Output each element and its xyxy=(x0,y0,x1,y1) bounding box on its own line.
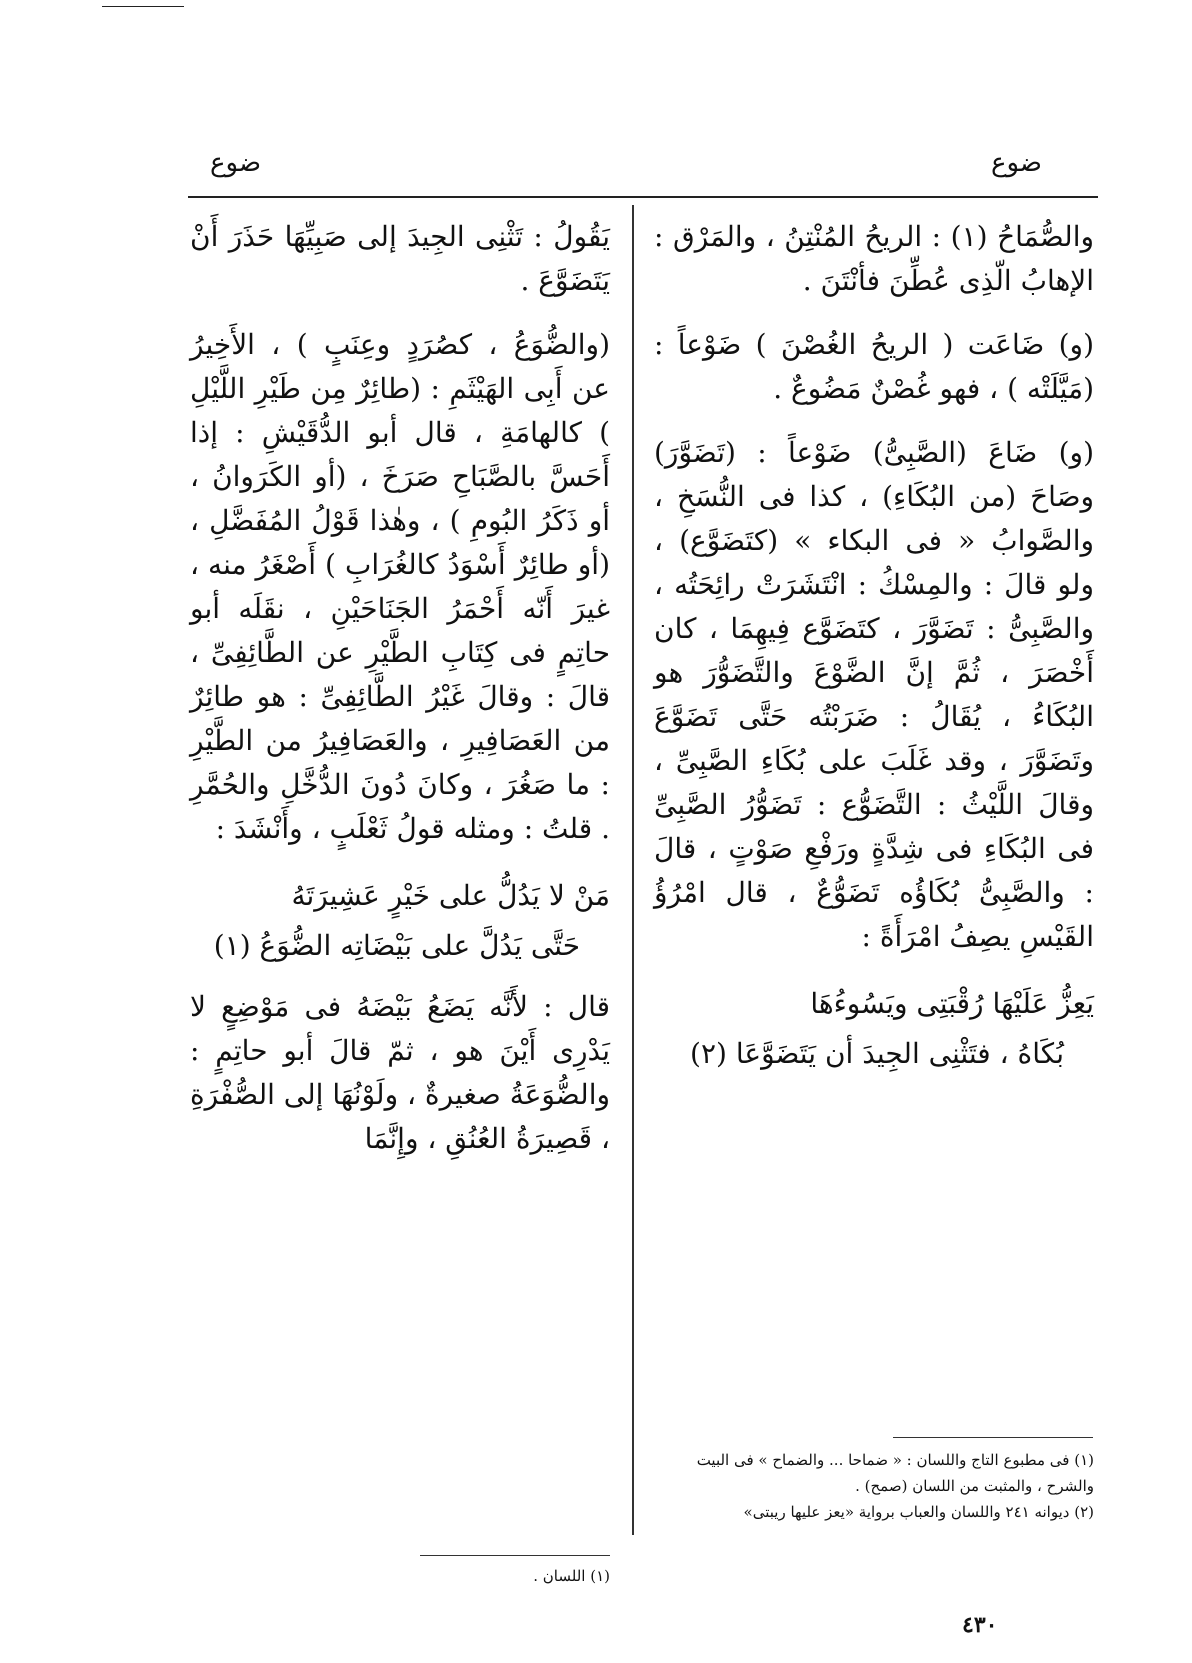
paragraph: (و) ضَاعَت ( الريحُ الغُصْنَ ) ضَوْعاً : (مَيَّلَتْه ) ، فهو غُصْنٌ مَضُوعٌ . xyxy=(654,328,1094,405)
top-margin-rule xyxy=(102,6,184,7)
footnote-rule-right xyxy=(893,1437,1093,1438)
footnote-rule-left xyxy=(420,1555,610,1556)
paragraph: (والضُّوَعُ ، كصُرَدٍ وعِنَبٍ ) ، الأَخِيرُ عن أَبِى الهَيْثَمِ : (طائِرٌ مِن طَيْرِ اللَّيْلِ ) كالهامَةِ ، قال أبو الدُّقَيْشِ : إذا أَحَسَّ بالصَّبَاحِ صَرَخَ ، (أو الكَرَوانُ ، أو ذَكَرُ البُومِ ) ، وهٰذا قَوْلُ المُفَضَّلِ ، (أو طائِرٌ أَسْوَدُ كالغُرَابِ ) أَصْغَرُ منه ، غيرَ أَنّه أَحْمَرُ الجَنَاحَيْنِ ، نقَلَه أبو حاتِمٍ فى كِتَابِ الطَّيْرِ عن الطَّائِفِىِّ ، قالَ : وقالَ غَيْرُ الطَّائِفِىِّ : هو طائِرٌ من العَصَافِيرِ ، والعَصَافِيرُ من الطَّيْرِ : ما صَغُرَ ، وكانَ دُونَ الدُّخَّلِ والحُمَّرِ . قلتُ : ومثله قولُ ثَعْلَبٍ ، وأَنْشَدَ : xyxy=(190,328,610,845)
left-column xyxy=(190,215,610,1181)
paragraph: قال : لأَنَّه يَضَعُ بَيْضَهُ فى مَوْضِعٍ لا يَدْرِى أَيْنَ هو ، ثمّ قالَ أبو حاتِمٍ : والضُّوَعَةُ صغيرةٌ ، ولَوْنُهَا إلى الصُّفْرَةِ ، قَصِيرَةُ العُنُقِ ، وإِنَّمَا xyxy=(190,990,610,1155)
paragraph: (و) ضَاعَ (الصَّبِىُّ) ضَوْعاً : (تَضَوَّرَ) وصَاحَ (من البُكَاءِ) ، كذا فى النُّسَخِ ، والصَّوابُ « فى البكاء » (كتَضَوَّع) ، ولو قالَ : والمِسْكُ : انْتَشَرَتْ رائِحَتُه ، والصَّبِىُّ : تَضَوَّرَ ، كتَضَوَّع فِيهِمَا ، كان أَخْصَرَ ، ثُمَّ إنَّ الضَّوْعَ والتَّضَوُّرَ هو البُكَاءُ ، يُقَالُ : ضَرَبْتُه حَتَّى تَضَوَّعَ وتَضَوَّرَ ، وقد غَلَبَ على بُكَاءِ الصَّبِىِّ ، وقالَ اللَّيْثُ : التَّضَوُّع : تَضَوُّرُ الصَّبِىِّ فى البُكَاءِ فى شِدَّةٍ ورَفْعِ صَوْتٍ ، قالَ : والصَّبِىُّ بُكَاؤُه تَضَوُّعٌ ، قال امْرُؤُ القَيْسِ يصِفُ امْرَأَةً : xyxy=(654,436,1094,953)
footnote: (٢) ديوانه ٢٤١ واللسان والعباب برواية «يعز عليها ريبتى» xyxy=(743,1503,1094,1521)
verse xyxy=(190,871,610,971)
footnote: (١) اللسان . xyxy=(533,1567,610,1585)
verse-hemistich-2: بُكَاهُ ، فتَثْنِى الجِيدَ أن يَتَضَوَّعَا (٢) xyxy=(690,1037,1064,1070)
verse-hemistich-1: مَنْ لا يَدُلُّ على خَيْرٍ عَشِيرَتَهُ xyxy=(291,879,610,912)
header-rule xyxy=(188,196,1098,198)
verse-hemistich-2: حَتَّى يَدُلَّ على بَيْضَاتِه الضُّوَعُ (١) xyxy=(213,929,580,962)
running-header-left: ضوع xyxy=(210,148,262,178)
right-column xyxy=(654,215,1094,1093)
footnotes-right xyxy=(654,1447,1094,1525)
column-divider xyxy=(632,205,634,1535)
running-header-right: ضوع xyxy=(990,148,1042,178)
verse xyxy=(654,979,1094,1079)
paragraph: يَقُولُ : تَثْنِى الجِيدَ إلى صَبِيِّهَا حَذَرَ أَنْ يَتَضَوَّعَ . xyxy=(190,220,610,297)
paragraph: والصُّمَاحُ (١) : الريحُ المُنْتِنُ ، والمَرْق : الإهابُ الّذِى عُطِّنَ فأنْتَنَ . xyxy=(654,220,1095,297)
page-number: ٤٣٠ xyxy=(962,1612,998,1638)
verse-hemistich-1: يَعِزُّ عَلَيْهَا رُقْبَتِى ويَسُوءُهَا xyxy=(810,987,1094,1020)
footnote: (١) فى مطبوع التاج واللسان : « ضماحا ... والضماح » فى البيت والشرح ، والمثبت من اللسان (صمح) . xyxy=(696,1451,1094,1495)
footnotes-left xyxy=(190,1563,610,1589)
